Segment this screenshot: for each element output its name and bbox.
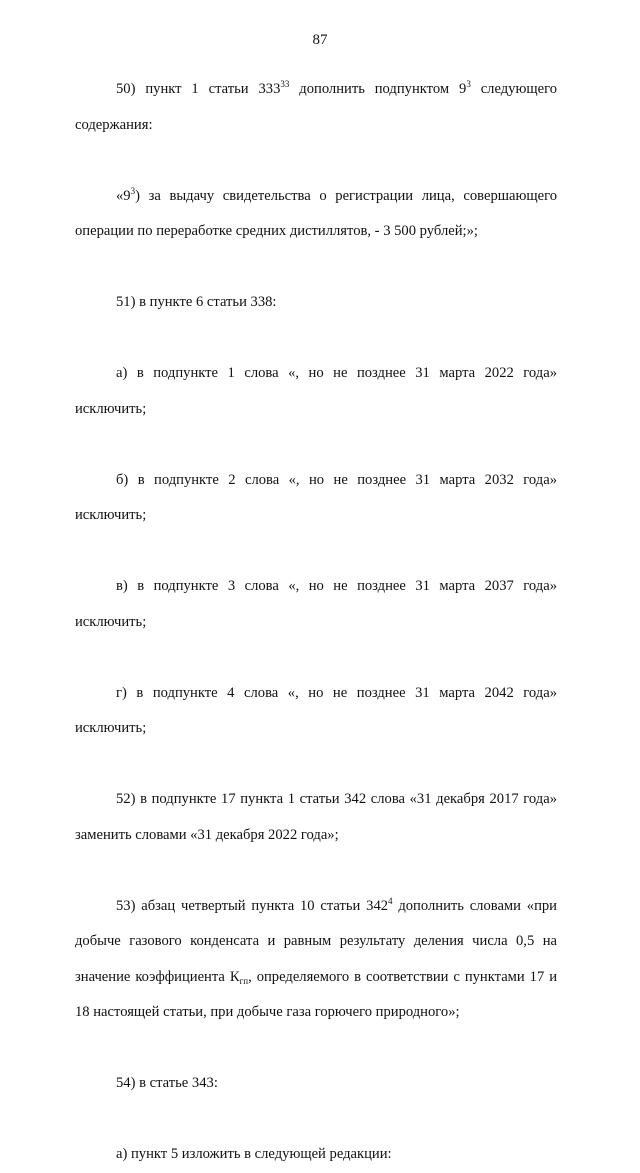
paragraph-51-heading: 51) в пункте 6 статьи 338:	[116, 294, 277, 310]
paragraph-52-line1: 52) в подпункте 17 пункта 1 статьи 342 слова «31 декабря 2017 года»	[116, 791, 557, 807]
paragraph-53-line4: 18 настоящей статьи, при добыче газа горючего природного»;	[75, 1004, 460, 1020]
item-51v-line1: в) в подпункте 3 слова «, но не позднее 31 марта 2037 года»	[116, 578, 557, 594]
text-run: дополнить словами «при	[392, 897, 557, 914]
item-51a-line1: а) в подпункте 1 слова «, но не позднее 31 марта 2022 года»	[116, 365, 557, 381]
superscript: 33	[280, 79, 290, 89]
text-run: 53) абзац четвертый пункта 10 статьи 342	[116, 897, 389, 914]
page-number: 87	[312, 32, 328, 48]
text-run: 50) пункт 1 статьи 333	[116, 81, 281, 97]
superscript: 3	[130, 185, 136, 196]
text-run: значение коэффициента К	[75, 968, 240, 985]
paragraph-52-line2: заменить словами «31 декабря 2022 года»;	[75, 826, 339, 843]
quote-line1	[75, 179, 557, 215]
paragraph-50-line2: содержания:	[75, 116, 153, 133]
quote-line2: операции по переработке средних дистиллятов, - 3 500 рублей;»;	[75, 223, 478, 239]
subscript: гп	[239, 975, 249, 986]
item-51a-line2: исключить;	[75, 400, 147, 417]
text-run: «9	[116, 187, 131, 204]
text-run: дополнить подпунктом 9	[289, 81, 467, 97]
paragraph-53-line1	[75, 889, 557, 925]
item-51b-line2: исключить;	[75, 507, 147, 523]
document-body	[75, 72, 557, 1173]
paragraph-54-heading: 54) в статье 343:	[116, 1075, 218, 1091]
text-run: следующего	[470, 81, 558, 97]
superscript: 3	[466, 79, 471, 89]
item-51g-line1: г) в подпункте 4 слова «, но не позднее 31 марта 2042 года»	[116, 684, 557, 701]
paragraph-53-line2: добыче газового конденсата и равным результату деления числа 0,5 на	[75, 933, 557, 949]
item-51g-line2: исключить;	[75, 720, 147, 736]
text-run: ) за выдачу свидетельства о регистрации лица, совершающего	[135, 187, 557, 204]
item-54a: а) пункт 5 изложить в следующей редакции:	[116, 1146, 392, 1162]
superscript: 4	[388, 895, 393, 906]
item-51v-line2: исключить;	[75, 613, 147, 630]
text-run: , определяемого в соответствии с пунктами 17 и	[248, 968, 558, 985]
paragraph-53-line3	[75, 960, 557, 996]
paragraph-50-line1	[75, 72, 557, 108]
item-51b-line1: б) в подпункте 2 слова «, но не позднее 31 марта 2032 года»	[116, 471, 557, 488]
